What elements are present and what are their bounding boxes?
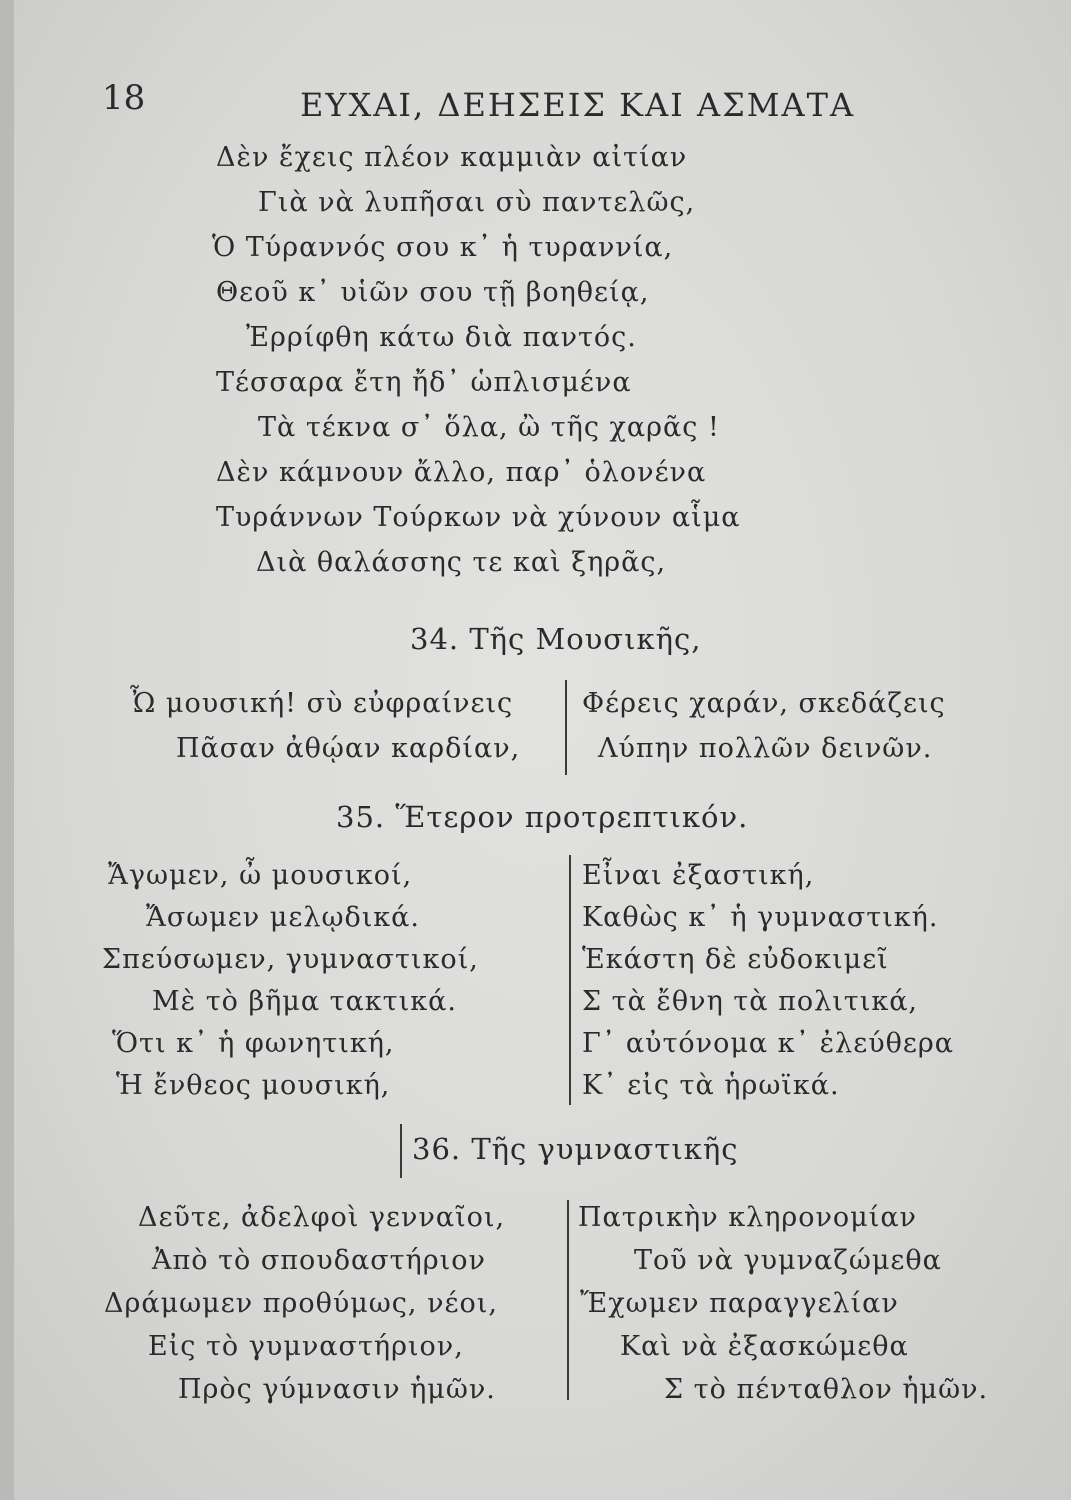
verse-right: Φέρεις χαράν, σκεδάζεις (582, 688, 946, 719)
poem-line: Ὁ Τύραννός σου κ᾽ ἡ τυραννία, (212, 232, 674, 263)
section-heading: 35. Ἕτερον προτρεπτικόν. (336, 800, 749, 834)
verse-right: Σ τὸ πένταθλον ἡμῶν. (664, 1374, 989, 1405)
verse-right: Σ τὰ ἔθνη τὰ πολιτικά, (582, 986, 919, 1017)
verse-right: Ἔχωμεν παραγγελίαν (580, 1288, 899, 1319)
verse-right: Εἶναι ἐξαστική, (582, 860, 815, 891)
verse-left: Σπεύσωμεν, γυμναστικοί, (102, 944, 479, 975)
poem-line: Ἐρρίφθη κάτω διὰ παντός. (246, 322, 637, 353)
section-heading: 34. Τῆς Μουσικῆς, (410, 622, 702, 656)
poem-line: Δὲν ἔχεις πλέον καμμιὰν αἰτίαν (216, 142, 688, 173)
verse-left: Ἡ ἔνθεος μουσική, (116, 1070, 391, 1101)
verse-left: Πᾶσαν ἀθῴαν καρδίαν, (176, 733, 521, 764)
verse-right: Καὶ νὰ ἐξασκώμεθα (620, 1331, 909, 1362)
heading-rule (400, 1124, 402, 1178)
poem-line: Τυράννων Τούρκων νὰ χύνουν αἷμα (216, 502, 741, 533)
verse-left: Πρὸς γύμνασιν ἡμῶν. (178, 1374, 496, 1405)
column-divider (565, 680, 567, 775)
running-header: ΕΥΧΑΙ, ΔΕΗΣΕΙΣ ΚΑΙ ΑΣΜΑΤΑ (300, 86, 856, 124)
verse-left: Δεῦτε, ἀδελφοὶ γενναῖοι, (138, 1202, 506, 1233)
poem-line: Δὲν κάμνουν ἄλλο, παρ᾽ ὁλονένα (216, 457, 707, 488)
page-number: 18 (102, 78, 146, 118)
verse-right: Ἑκάστη δὲ εὐδοκιμεῖ (582, 944, 889, 975)
page-edge-shadow (0, 0, 14, 1500)
poem-line: Γιὰ νὰ λυπῆσαι σὺ παντελῶς, (258, 187, 696, 218)
verse-left: Δράμωμεν προθύμως, νέοι, (104, 1288, 498, 1319)
poem-line: Θεοῦ κ᾽ υἱῶν σου τῇ βοηθείᾳ, (216, 277, 650, 308)
verse-right: Κ᾽ εἰς τὰ ἡρωϊκά. (582, 1070, 840, 1101)
verse-left: Μὲ τὸ βῆμα τακτικά. (152, 986, 457, 1017)
poem-line: Τὰ τέκνα σ᾽ ὅλα, ὢ τῆς χαρᾶς ! (258, 412, 720, 443)
poem-line: Διὰ θαλάσσης τε καὶ ξηρᾶς, (256, 547, 667, 578)
poem-line: Τέσσαρα ἔτη ἤδ᾽ ὡπλισμένα (216, 367, 632, 398)
column-divider (567, 1200, 569, 1400)
verse-left: Ὦ μουσική! σὺ εὐφραίνεις (130, 688, 514, 719)
verse-left: Ἀπὸ τὸ σπουδαστήριον (152, 1245, 486, 1276)
verse-left: Ἄγωμεν, ὦ μουσικοί, (108, 860, 413, 891)
column-divider (569, 855, 571, 1105)
verse-left: Ὅτι κ᾽ ἡ φωνητική, (112, 1028, 395, 1059)
verse-left: Ἄσωμεν μελῳδικά. (146, 902, 420, 933)
verse-right: Καθὼς κ᾽ ἡ γυμναστική. (582, 902, 939, 933)
verse-right: Γ᾽ αὐτόνομα κ᾽ ἐλεύθερα (582, 1028, 954, 1059)
verse-left: Εἰς τὸ γυμναστήριον, (148, 1331, 464, 1362)
section-heading: 36. Τῆς γυμναστικῆς (412, 1132, 739, 1166)
verse-right: Λύπην πολλῶν δεινῶν. (598, 733, 933, 764)
verse-right: Τοῦ νὰ γυμναζώμεθα (634, 1245, 942, 1276)
verse-right: Πατρικὴν κληρονομίαν (578, 1202, 917, 1233)
